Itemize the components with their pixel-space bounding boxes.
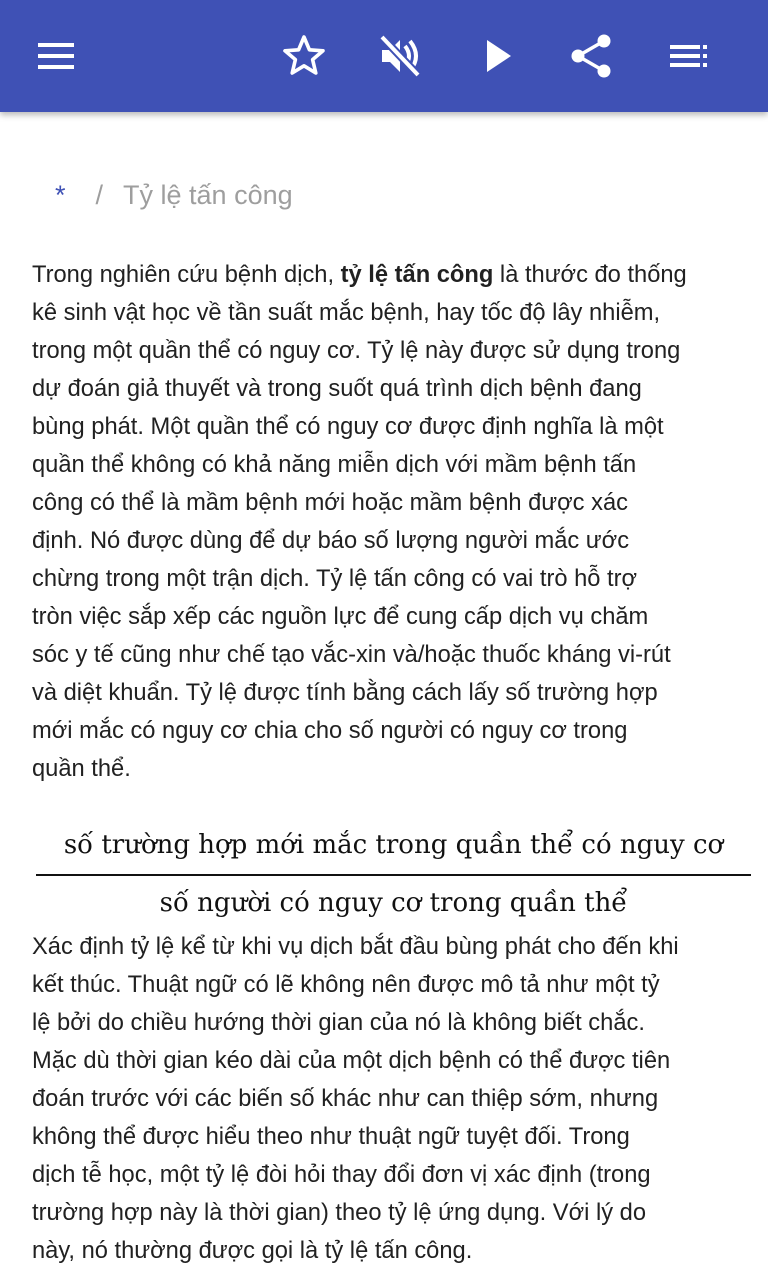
- menu-icon[interactable]: [28, 28, 84, 84]
- paragraph-line: dịch tễ học, một tỷ lệ đòi hỏi thay đổi đơn vị xác định (trong: [32, 1162, 651, 1188]
- paragraph-line: quần thể không có khả năng miễn dịch với mầm bệnh tấn: [32, 452, 637, 478]
- paragraph-line: Mặc dù thời gian kéo dài của một dịch bệnh có thể được tiên: [32, 1048, 671, 1074]
- paragraph-line: tròn việc sắp xếp các nguồn lực để cung cấp dịch vụ chăm: [32, 604, 649, 630]
- app-toolbar: [0, 0, 768, 112]
- article-paragraph-2: [32, 928, 756, 1270]
- paragraph-line: công có thể là mầm bệnh mới hoặc mầm bệnh được xác: [32, 490, 628, 516]
- paragraph-line: kê sinh vật học về tần suất mắc bệnh, hay tốc độ lây nhiễm,: [32, 300, 661, 326]
- formula-numerator: số trường hợp mới mắc trong quần thể có nguy cơ: [63, 830, 724, 860]
- paragraph-line: chừng trong một trận dịch. Tỷ lệ tấn công có vai trò hỗ trợ: [32, 566, 638, 592]
- paragraph-line: lệ bởi do chiều hướng thời gian của nó là không biết chắc.: [32, 1010, 645, 1036]
- article-paragraph-1: [32, 256, 756, 788]
- volume-off-icon[interactable]: [372, 28, 428, 84]
- paragraph-line: quần thể.: [32, 756, 131, 782]
- star-icon[interactable]: [276, 28, 332, 84]
- paragraph-line: bùng phát. Một quần thể có nguy cơ được định nghĩa là một: [32, 414, 664, 440]
- breadcrumb-current: Tỷ lệ tấn công: [123, 180, 293, 210]
- fraction-bar: [36, 874, 751, 876]
- paragraph-line: này, nó thường được gọi là tỷ lệ tấn công.: [32, 1238, 473, 1264]
- attack-rate-formula: [36, 822, 751, 928]
- paragraph-line: trong một quần thể có nguy cơ. Tỷ lệ này được sử dụng trong: [32, 338, 681, 364]
- paragraph-line: mới mắc có nguy cơ chia cho số người có nguy cơ trong: [32, 718, 628, 744]
- paragraph-line: Trong nghiên cứu bệnh dịch, tỷ lệ tấn công là thước đo thống: [32, 262, 687, 288]
- paragraph-line: định. Nó được dùng để dự báo số lượng người mắc ước: [32, 528, 630, 554]
- share-icon[interactable]: [564, 28, 620, 84]
- play-icon[interactable]: [470, 28, 526, 84]
- breadcrumb: [55, 180, 293, 211]
- paragraph-line: đoán trước với các biến số khác như can thiệp sớm, nhưng: [32, 1086, 659, 1112]
- paragraph-line: kết thúc. Thuật ngữ có lẽ không nên được mô tả như một tỷ: [32, 972, 660, 998]
- breadcrumb-separator: /: [95, 180, 104, 210]
- breadcrumb-root-link[interactable]: *: [55, 180, 66, 210]
- paragraph-line: dự đoán giả thuyết và trong suốt quá trình dịch bệnh đang: [32, 376, 642, 402]
- formula-denominator: số người có nguy cơ trong quần thể: [159, 888, 628, 918]
- term-bold: tỷ lệ tấn công: [340, 262, 494, 288]
- paragraph-line: trường hợp này là thời gian) theo tỷ lệ ứng dụng. Với lý do: [32, 1200, 646, 1226]
- paragraph-line: Xác định tỷ lệ kể từ khi vụ dịch bắt đầu bùng phát cho đến khi: [32, 934, 679, 960]
- paragraph-line: và diệt khuẩn. Tỷ lệ được tính bằng cách lấy số trường hợp: [32, 680, 658, 706]
- paragraph-line: sóc y tế cũng như chế tạo vắc-xin và/hoặc thuốc kháng vi-rút: [32, 642, 671, 668]
- list-icon[interactable]: [660, 28, 716, 84]
- paragraph-line: không thể được hiểu theo như thuật ngữ tuyệt đối. Trong: [32, 1124, 630, 1150]
